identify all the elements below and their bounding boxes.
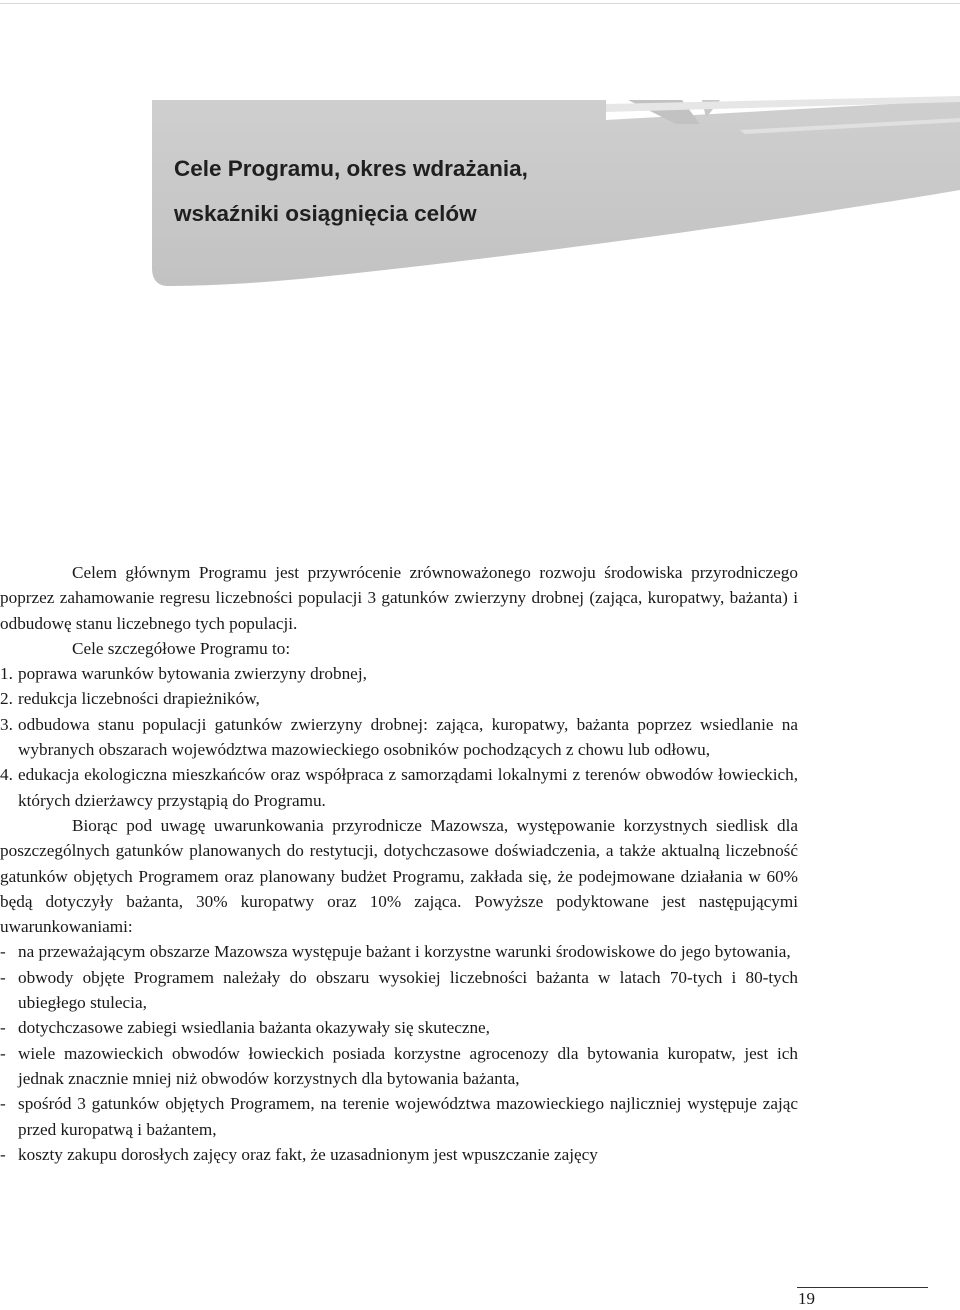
list-number: 3. [0,714,13,734]
title-line-1: Cele Programu, okres wdrażania, [174,156,528,181]
dash-marker: - [0,1144,6,1164]
list-item [0,712,798,763]
intro-paragraph: Celem głównym Programu jest przywrócenie zrównoważonego rozwoju środowiska przyrodniczego poprzez zahamowanie regresu liczebności populacji 3 gatunków zwierzyny drobnej (zająca, kuropatwy, bażanta) i odbudowę stanu liczebnego tych populacji. [0,563,798,633]
footer-rule [797,1287,928,1288]
conditions-list [0,939,798,1167]
list-item-text: koszty zakupu dorosłych zajęcy oraz fakt, że uzasadnionym jest wpuszczanie zajęcy [18,1144,598,1164]
list-item-text: odbudowa stanu populacji gatunków zwierzyny drobnej: zająca, kuropatwy, bażanta poprzez wsiedlanie na wybranych obszarach województwa mazowieckiego osobników pochodzących z chowu lub odłowu, [18,714,798,760]
main-text [0,560,798,1167]
list-item-text: obwody objęte Programem należały do obszaru wysokiej liczebności bażanta w latach 70-tych i 80-tych ubiegłego stulecia, [18,967,798,1013]
list-item [0,762,798,813]
list-item [0,1091,798,1142]
dash-marker: - [0,942,6,962]
list-number: 2. [0,689,13,709]
list-item-text: redukcja liczebności drapieżników, [18,689,260,709]
dash-marker: - [0,1018,6,1038]
list-number: 4. [0,765,13,785]
list-item [0,1015,798,1040]
title-line-2: wskaźniki osiągnięcia celów [174,201,477,226]
list-item [0,939,798,964]
page-title [174,146,528,236]
goals-lead: Cele szczegółowe Programu to: [72,638,291,658]
list-item-text: dotychczasowe zabiegi wsiedlania bażanta okazywały się skuteczne, [18,1018,490,1038]
dash-marker: - [0,1094,6,1114]
list-item-text: wiele mazowieckich obwodów łowieckich posiada korzystne agrocenozy dla bytowania kuropatw, jest ich jednak znacznie mniej niż obwodów korzystnych dla bytowania bażanta, [18,1043,798,1088]
dash-marker: - [0,967,6,987]
list-item [0,1041,798,1092]
list-item [0,1142,798,1167]
list-item [0,965,798,1016]
list-item [0,661,798,686]
dash-marker: - [0,1043,6,1063]
page-number: 19 [798,1289,815,1308]
list-item [0,686,798,711]
list-number: 1. [0,664,13,684]
list-item-text: poprawa warunków bytowania zwierzyny drobnej, [18,664,367,684]
conditions-paragraph: Biorąc pod uwagę uwarunkowania przyrodnicze Mazowsza, występowanie korzystnych siedlisk dla poszczególnych gatunków planowanych do restytucji, dotychczasowe doświadczenia, a także aktualną liczebność gatunków objętych Programem oraz planowany budżet Programu, zakłada się, że podejmowane działania w 60% będą dotyczyły bażanta, 30% kuropatwy oraz 10% zająca. Powyższe podyktowane jest następującymi uwarunkowaniami: [0,815,798,937]
goals-list [0,661,798,813]
list-item-text: edukacja ekologiczna mieszkańców oraz współpraca z samorządami lokalnymi z terenów obwodów łowieckich, których dzierżawcy przystąpią do Programu. [18,765,798,810]
list-item-text: na przeważającym obszarze Mazowsza występuje bażant i korzystne warunki środowiskowe do jego bytowania, [18,942,791,962]
list-item-text: spośród 3 gatunków objętych Programem, na terenie województwa mazowieckiego najliczniej występuje zając przed kuropatwą i bażantem, [18,1094,798,1139]
